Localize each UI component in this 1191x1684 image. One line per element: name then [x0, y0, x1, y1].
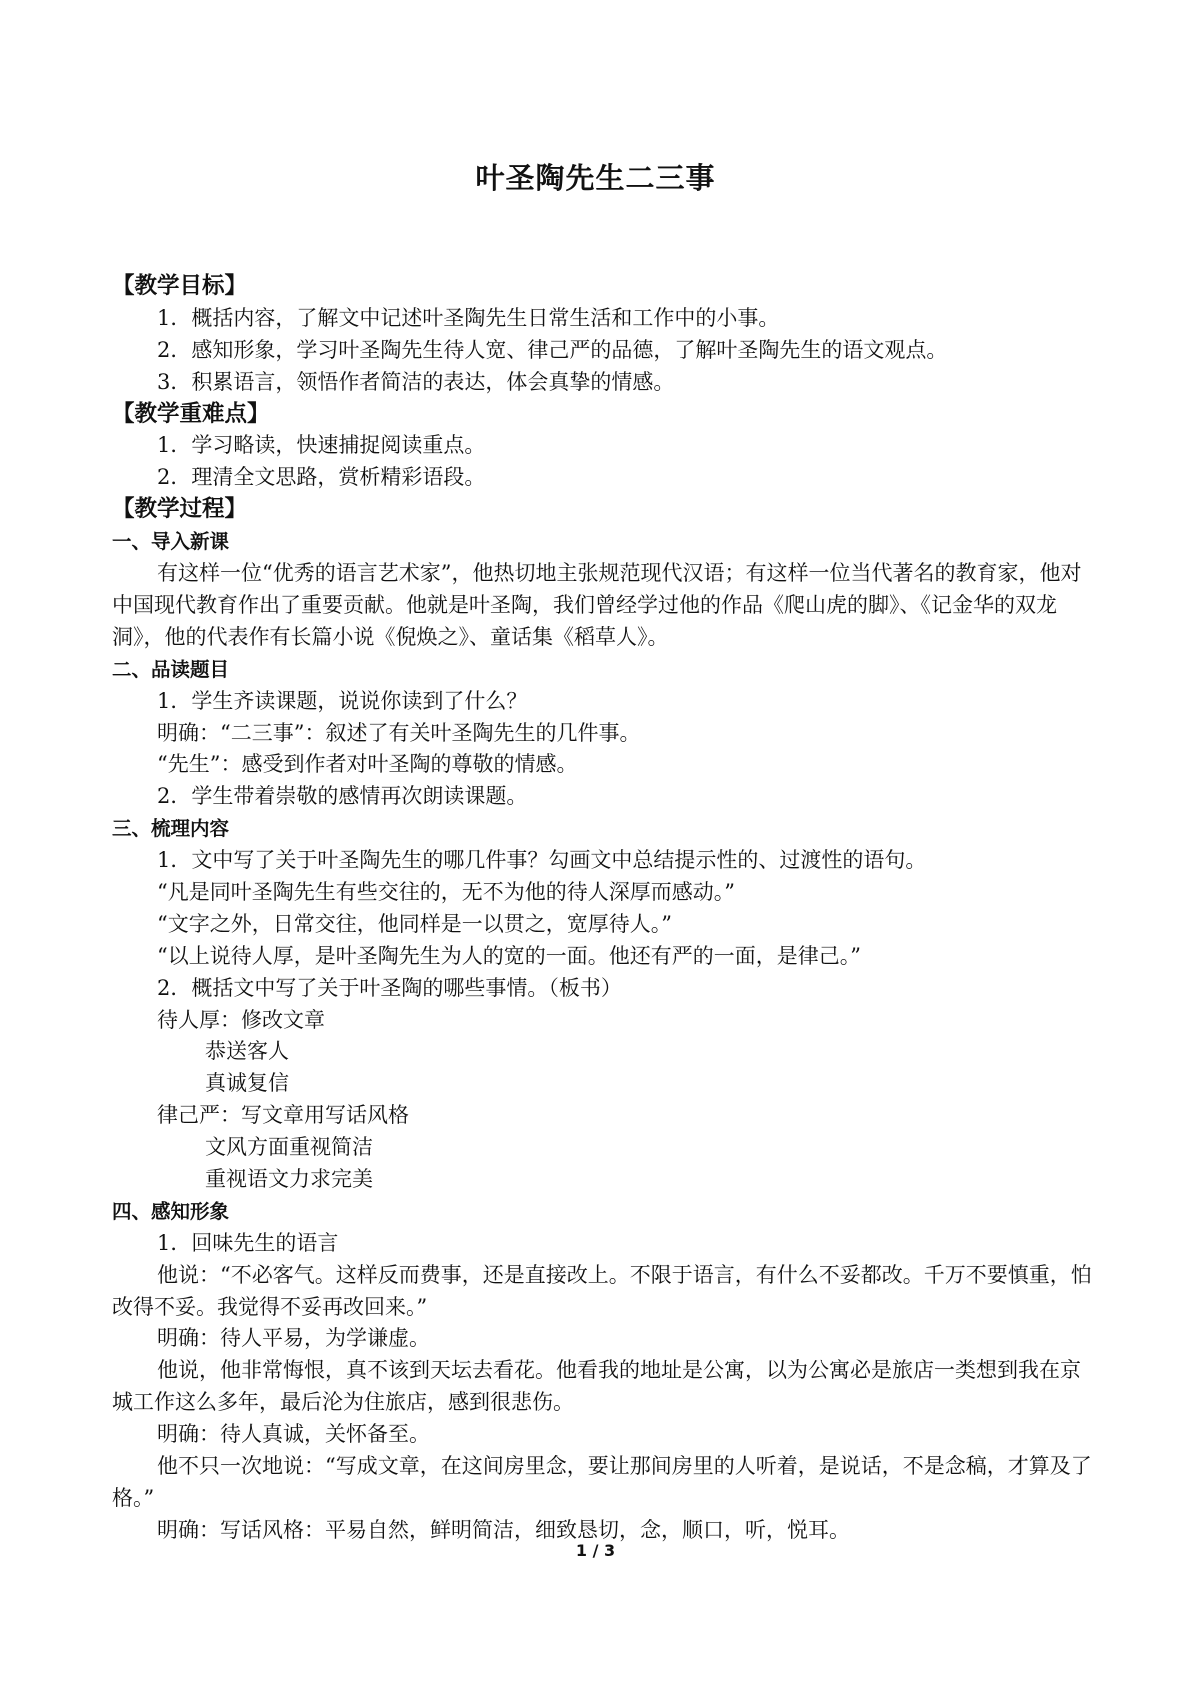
- question-line: 1．学生齐读课题，说说你读到了什么？: [157, 688, 528, 713]
- key-point-item: 2．理清全文思路，赏析精彩语段。: [157, 465, 486, 490]
- question-line: 1．文中写了关于叶圣陶先生的哪几件事？勾画文中总结提示性的、过渡性的语句。: [157, 848, 927, 873]
- quote-line: “文字之外，日常交往，他同样是一以贯之，宽厚待人。”: [157, 911, 672, 936]
- board-sub-line: 真诚复信: [205, 1071, 289, 1096]
- intro-paragraph: 有这样一位“优秀的语言艺术家”，他热切地主张规范现代汉语；有这样一位当代著名的教育家，他对中国现代教育作出了重要贡献。他就是叶圣陶，我们曾经学过他的作品《爬山虎的脚》、《记金华的双龙洞》，他的代表作有长篇小说《倪焕之》、童话集《稻草人》。: [112, 561, 1082, 649]
- key-points-heading: 【教学重难点】: [112, 400, 270, 427]
- objectives-heading: 【教学目标】: [112, 273, 248, 299]
- quote-line: “以上说待人厚，是叶圣陶先生为人的宽的一面。他还有严的一面，是律己。”: [157, 943, 861, 968]
- page-number: 1 / 3: [575, 1541, 616, 1560]
- quote-paragraph: 他不只一次地说：“写成文章，在这间房里念，要让那间房里的人听着，是说话，不是念稿，才算及了格。”: [112, 1454, 1092, 1510]
- question-line: 2．概括文中写了关于叶圣陶的哪些事情。（板书）: [157, 975, 622, 1000]
- board-sub-line: 重视语文力求完美: [205, 1166, 373, 1191]
- process-heading: 【教学过程】: [112, 496, 248, 523]
- answer-line: 明确：写话风格：平易自然，鲜明简洁，细致恳切，念，顺口，听，悦耳。: [157, 1517, 850, 1542]
- section-heading-content: 三、梳理内容: [112, 817, 230, 841]
- question-line: 1．回味先生的语言: [157, 1230, 339, 1255]
- section-heading-title-reading: 二、品读题目: [112, 657, 230, 681]
- page-title: 叶圣陶先生二三事: [475, 161, 716, 195]
- quote-line: “凡是同叶圣陶先生有些交往的，无不为他的待人深厚而感动。”: [157, 879, 735, 904]
- board-heading-line: 律己严：写文章用写话风格: [157, 1103, 409, 1128]
- answer-line: 明确：待人平易，为学谦虚。: [157, 1326, 430, 1351]
- quote-paragraph: 他说：“不必客气。这样反而费事，还是直接改上。不限于语言，有什么不妥都改。千万不要慎重，怕改得不妥。我觉得不妥再改回来。”: [112, 1262, 1092, 1319]
- key-point-item: 1．学习略读，快速捕捉阅读重点。: [157, 433, 486, 458]
- board-sub-line: 文风方面重视简洁: [205, 1135, 373, 1160]
- objective-item: 2．感知形象，学习叶圣陶先生待人宽、律己严的品德，了解叶圣陶先生的语文观点。: [157, 337, 948, 362]
- answer-line: 明确：待人真诚，关怀备至。: [157, 1422, 430, 1447]
- section-heading-intro: 一、导入新课: [112, 530, 230, 554]
- answer-line: “先生”：感受到作者对叶圣陶的尊敬的情感。: [157, 752, 578, 777]
- document-body: [112, 271, 1097, 1547]
- objective-item: 1．概括内容，了解文中记述叶圣陶先生日常生活和工作中的小事。: [157, 305, 780, 330]
- objective-item: 3．积累语言，领悟作者简洁的表达，体会真挚的情感。: [157, 369, 675, 394]
- section-heading-image: 四、感知形象: [112, 1199, 230, 1223]
- answer-line: 明确：“二三事”：叙述了有关叶圣陶先生的几件事。: [157, 720, 641, 745]
- question-line: 2．学生带着崇敬的感情再次朗读课题。: [157, 784, 528, 809]
- quote-paragraph: 他说，他非常悔恨，真不该到天坛去看花。他看我的地址是公寓，以为公寓必是旅店一类想到我在京城工作这么多年，最后沦为住旅店，感到很悲伤。: [112, 1358, 1081, 1415]
- board-sub-line: 恭送客人: [205, 1039, 289, 1064]
- board-heading-line: 待人厚：修改文章: [157, 1007, 325, 1032]
